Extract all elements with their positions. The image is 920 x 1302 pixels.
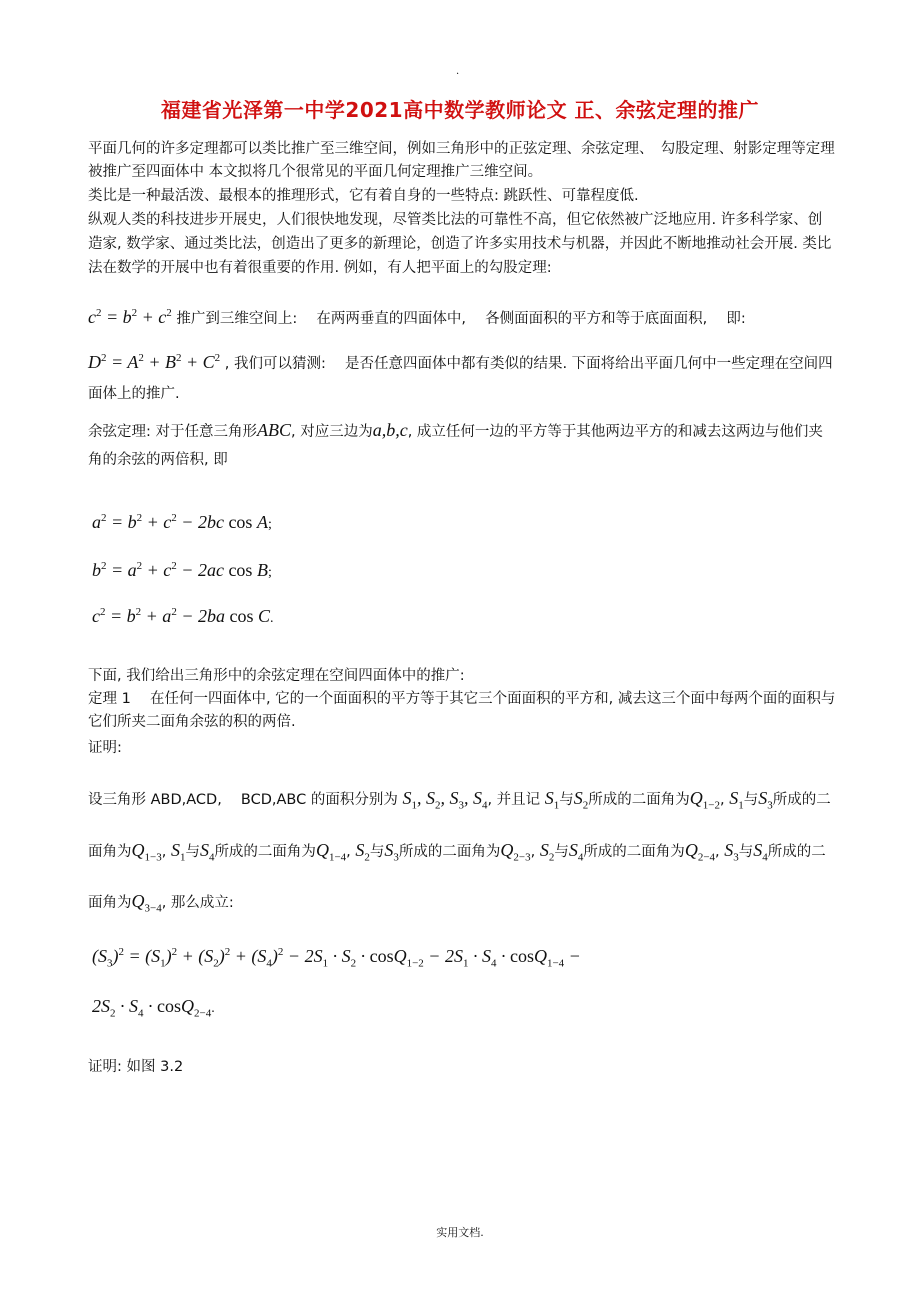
- setup-and-5: 与: [554, 843, 569, 860]
- equation-a: $a^2 = b^2 + c^2 - 2bc$ cos A;: [92, 512, 272, 532]
- cosine-intro-mid: , 对应三边为: [291, 424, 373, 440]
- proof-reference: 证明: 如图 3.2: [88, 1059, 184, 1075]
- cosine-intro-start: 余弦定理: 对于任意三角形: [88, 424, 257, 440]
- pythagoras-formula: $c^2 = b^2 + c^2$: [88, 307, 172, 327]
- paragraph-generalization-intro: 下面, 我们给出三角形中的余弦定理在空间四面体中的推广:: [88, 668, 465, 684]
- setup-angle-6: 所成的二面角为: [88, 843, 826, 912]
- equation-b: $b^2 = a^2 + c^2 - 2ac$ cos B;: [92, 560, 272, 580]
- header-dot: .: [456, 66, 460, 77]
- footer-text: 实用文档.: [436, 1226, 484, 1239]
- setup-text-2: , 并且记: [487, 792, 541, 808]
- paragraph-pythagoras: [88, 300, 836, 332]
- setup-and-6: 与: [738, 843, 754, 860]
- equation-general-1: $(S_3)^2 = (S_1)^2 + (S_2)^2 + (S_4)^2 - 2S_1 \cdot S_2 \cdot \cos Q_{1-2} - 2S_1 \cdot S_4 \cdot \cos Q_{1-4}$ −: [92, 946, 581, 970]
- setup-and-3: 与: [185, 843, 200, 860]
- pythagoras-text: 推广到三维空间上: 在两两垂直的四面体中, 各侧面面积的平方和等于底面面积, 即:: [176, 311, 746, 327]
- setup-angle-4: 所成的二面角为: [398, 843, 501, 860]
- setup-angle-5: 所成的二面角为: [583, 843, 685, 860]
- paragraph-3d-pythagoras: [88, 343, 836, 409]
- proof-label: 证明:: [88, 740, 122, 756]
- 3d-pythagoras-formula: $D^2 = A^2 + B^2 + C^2$: [88, 352, 221, 372]
- equation-general-2: $2S_2 \cdot S_4 \cdot \cos Q_{2-4}$.: [92, 996, 215, 1020]
- cosine-intro-end: , 成立任何一边的平方等于其他两边平方的和减去这两边与他们夹角的余弦的两倍积, 即: [88, 424, 823, 468]
- triangle-abc: ABC: [257, 420, 291, 440]
- setup-angle-2: 所成的二面角为: [88, 792, 831, 860]
- paragraph-setup: 设三角形 ABD,ACD, BCD,ABC 的面积分别为 $S_1$, $S_2$, $S_3$, $S_4$, 并且记 $S_1$与$S_2$所成的二面角为$Q_{1-2}$, $S_1$与$S_3$所成的二面角为$Q_{1-3}$, $S_1$与$S_4$所成的二面角为$Q_{1-4}$, $S_2$与$S_3$所成的二面角为$Q_{2-3}$, $S_2$与$S_4$所成的二面角为$Q_{2-4}$, $S_3$与$S_4$所成的二面角为$Q_{3-4}$, 那么成立:: [88, 788, 831, 915]
- sides-abc: a,b,c: [372, 420, 408, 440]
- setup-angle-1: 所成的二面角为: [588, 792, 690, 808]
- 3d-pythagoras-text: , 我们可以猜测: 是否任意四面体中都有类似的结果. 下面将给出平面几何中一些定理在空间四面体上的推广.: [88, 356, 833, 402]
- equation-c: $c^2 = b^2 + a^2 - 2ba$ cos C.: [92, 606, 274, 626]
- setup-and-1: 与: [559, 792, 574, 808]
- paragraph-cosine-rule: [88, 416, 836, 474]
- theorem-1: 定理 1 在任何一四面体中, 它的一个面面积的平方等于其它三个面面积的平方和, 减去这三个面中每两个面的面积与它们所夹二面角余弦的积的两倍.: [88, 691, 836, 730]
- paragraph-intro: 平面几何的许多定理都可以类比推广至三维空间，例如三角形中的正弦定理、余弦定理、 勾股定理、射影定理等定理被推广至四面体中 本文拟将几个很常见的平面几何定理推广三维空间。: [88, 141, 835, 180]
- paragraph-history: 纵观人类的科技进步开展史，人们很快地发现，尽管类比法的可靠性不高，但它依然被广泛地应用. 许多科学家、创造家, 数学家、通过类比法，创造出了更多的新理论，创造了许多实用技术与机器，并因此不断地推动社会开展. 类比法在数学的开展中也有着很重要的作用. 例如，有人把平面上的勾股定理:: [88, 212, 832, 276]
- paragraph-analogy: 类比是一种最活泼、最根本的推理形式，它有着自身的一些特点: 跳跃性、可靠程度低.: [88, 188, 639, 204]
- setup-text: 设三角形 ABD,ACD, BCD,ABC 的面积分别为: [88, 792, 398, 808]
- setup-conclusion: , 那么成立:: [161, 895, 234, 912]
- setup-angle-3: 所成的二面角为: [214, 843, 316, 860]
- setup-and-4: 与: [369, 843, 385, 860]
- setup-and-2: 与: [743, 792, 759, 808]
- page-title: 福建省光泽第一中学2021高中数学教师论文 正、余弦定理的推广: [160, 98, 760, 122]
